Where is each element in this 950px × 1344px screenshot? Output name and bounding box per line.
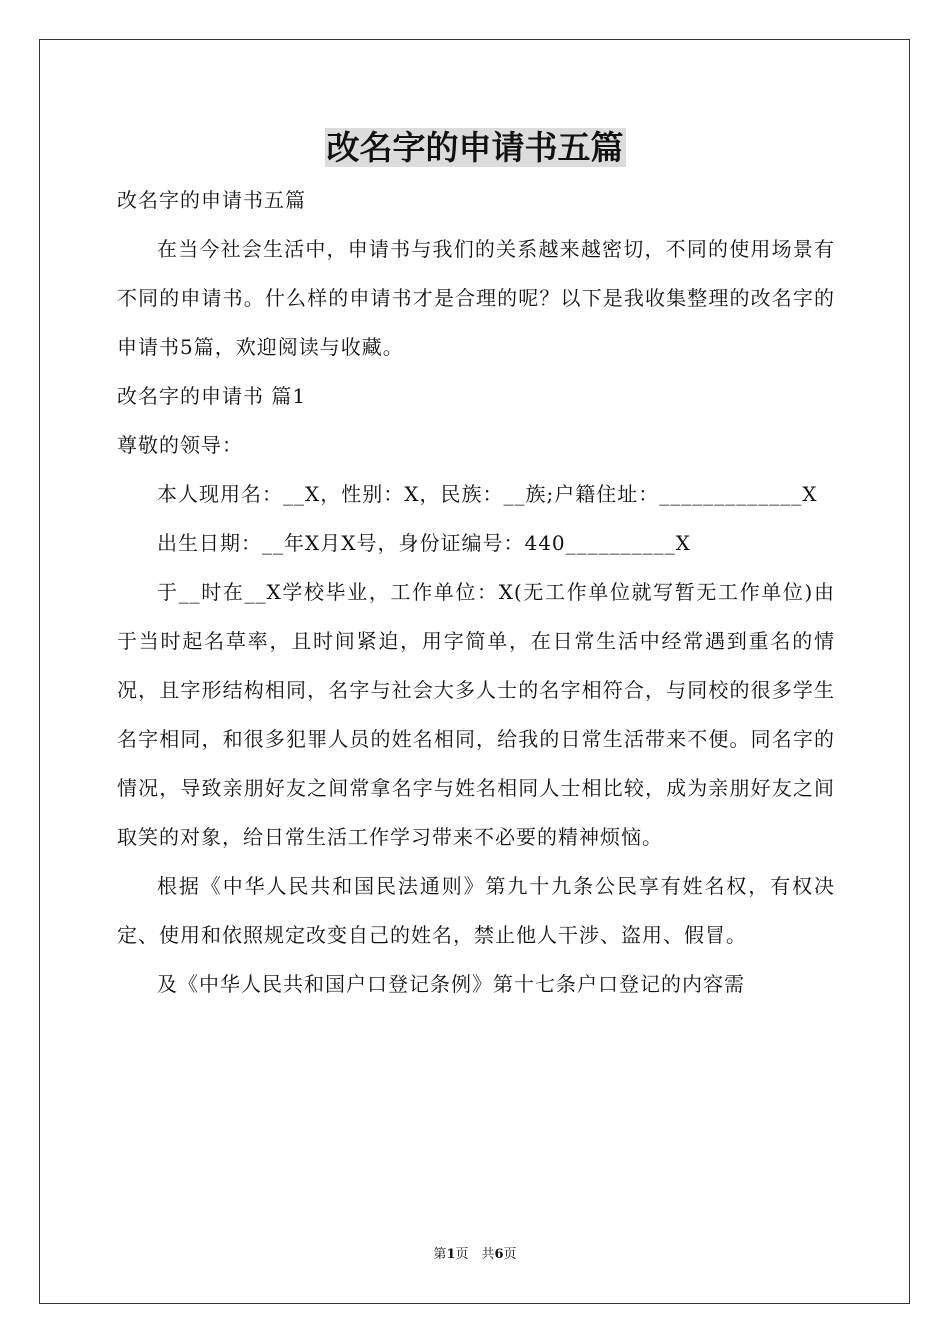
salutation: 尊敬的领导： (117, 433, 243, 457)
personal-info-paragraph: 本人现用名：__X，性别：X，民族：__族;户籍住址：_____________X (157, 482, 818, 506)
page-total: 6 (494, 1247, 504, 1262)
regulation-paragraph: 及《中华人民共和国户口登记条例》第十七条户口登记的内容需 (157, 972, 745, 996)
page-suffix: 页 (503, 1247, 517, 1262)
page-prefix: 第 (433, 1247, 447, 1262)
page-mid: 页 共 (455, 1247, 495, 1262)
intro-paragraph: 在当今社会生活中，申请书与我们的关系越来越密切，不同的使用场景有不同的申请书。什么样的申请书才是合理的呢？以下是我收集整理的改名字的申请书5篇，欢迎阅读与收藏。 (117, 237, 835, 359)
document-title-text: 改名字的申请书五篇 (326, 128, 624, 167)
page-number: 1 (446, 1247, 456, 1262)
section-heading: 改名字的申请书 篇1 (117, 384, 307, 408)
subtitle-line: 改名字的申请书五篇 (117, 188, 306, 212)
birth-info-paragraph: 出生日期：__年X月X号，身份证编号：440__________X (157, 531, 691, 555)
document-title (0, 124, 950, 172)
document-body (117, 176, 835, 1009)
reason-paragraph: 于__时在__X学校毕业，工作单位：X(无工作单位就写暂无工作单位)由于当时起名草率，且时间紧迫，用字简单，在日常生活中经常遇到重名的情况，且字形结构相同，名字与社会大多人士的名字相符合，与同校的很多学生名字相同，和很多犯罪人员的姓名相同，给我的日常生活带来不便。同名字的情况，导致亲朋好友之间常拿名字与姓名相同人士相比较，成为亲朋好友之间取笑的对象，给日常生活工作学习带来不必要的精神烦恼。 (117, 580, 835, 849)
page-footer (0, 1243, 950, 1262)
legal-basis-paragraph: 根据《中华人民共和国民法通则》第九十九条公民享有姓名权，有权决定、使用和依照规定改变自己的姓名，禁止他人干涉、盗用、假冒。 (117, 874, 835, 947)
